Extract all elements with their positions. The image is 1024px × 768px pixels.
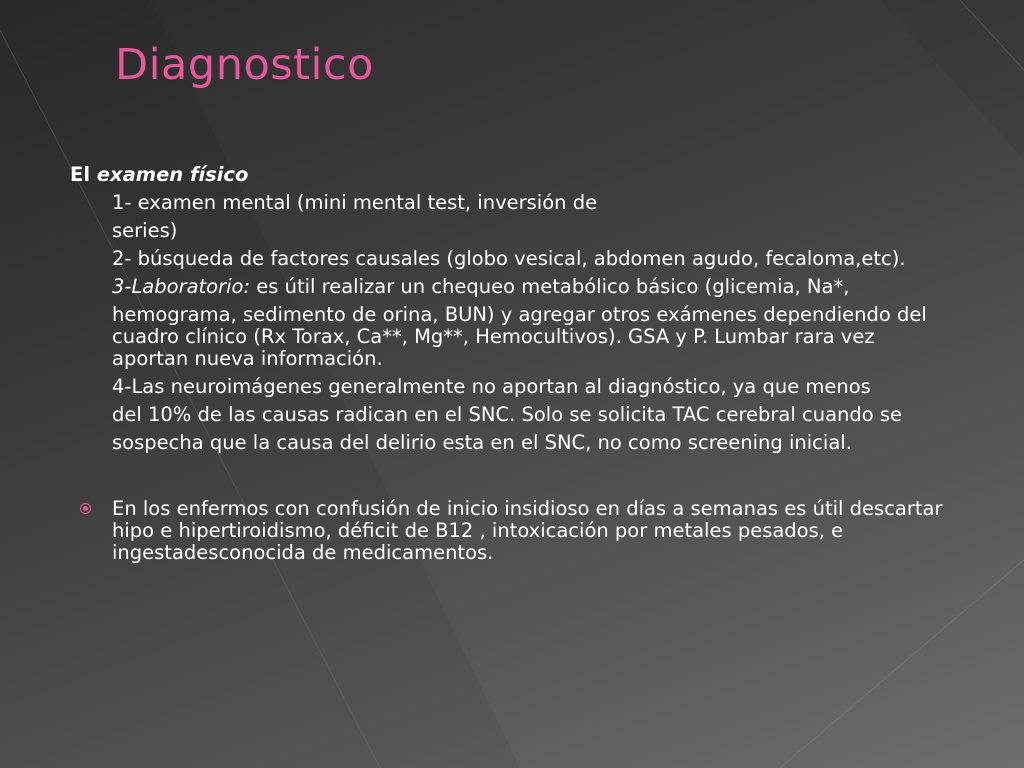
intro-prefix: El <box>70 163 97 186</box>
circle-bullet-icon <box>80 503 91 514</box>
list-item: sospecha que la causa del delirio esta en el SNC, no como screening inicial. <box>112 431 852 454</box>
list-item <box>112 276 952 298</box>
laboratorio-text: es útil realizar un chequeo metabólico básico (glicemia, Na*, <box>250 275 850 298</box>
list-item: 4-Las neuroimágenes generalmente no aportan al diagnóstico, ya que menos <box>112 375 871 398</box>
laboratorio-label: 3-Laboratorio: <box>112 275 251 298</box>
list-item: 1- examen mental (mini mental test, inversión de <box>112 191 598 214</box>
bullet-text: En los enfermos con confusión de inicio insidioso en días a semanas es útil descartar hipo e hipertiroidismo, déficit de B12 , intoxicación por metales pesados, e ingestadesconocida de medicamentos. <box>112 497 943 564</box>
list-item: hemograma, sedimento de orina, BUN) y agregar otros exámenes dependiendo del cuadro clínico (Rx Torax, Ca**, Mg**, Hemocultivos). GSA y P. Lumbar rara vez aportan nueva información. <box>112 303 927 370</box>
slide-title: Diagnostico <box>115 40 374 90</box>
list-item: del 10% de las causas radican en el SNC. Solo se solicita TAC cerebral cuando se <box>112 403 903 426</box>
list-item: 2- búsqueda de factores causales (globo vesical, abdomen agudo, fecaloma,etc). <box>112 247 906 270</box>
list-item: series) <box>112 219 178 242</box>
intro-emphasis: examen físico <box>96 163 249 186</box>
bullet-item <box>112 498 952 564</box>
slide-body <box>70 164 970 564</box>
spacer <box>70 460 970 498</box>
intro-line <box>70 164 970 186</box>
